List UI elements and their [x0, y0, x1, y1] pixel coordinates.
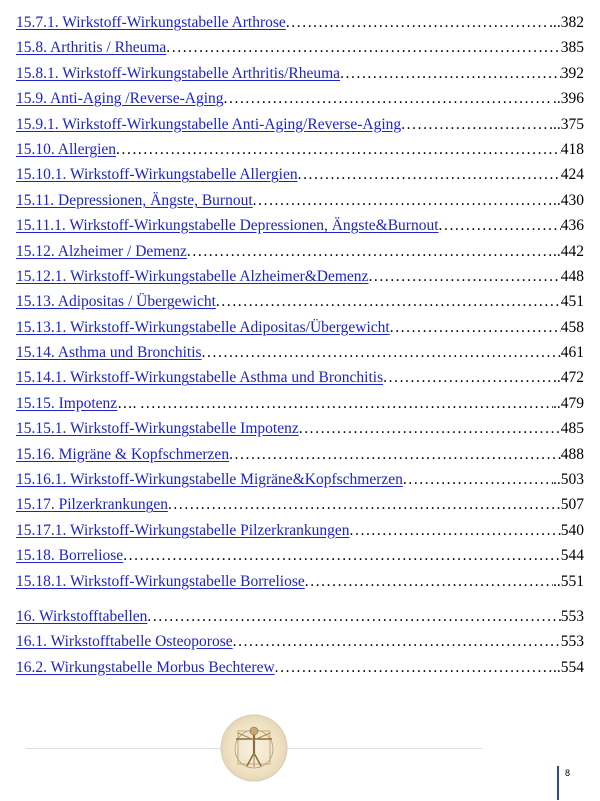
- toc-entry-link[interactable]: 16.2. Wirkungstabelle Morbus Bechterew: [16, 658, 275, 676]
- toc-entry: [16, 395, 584, 420]
- toc-entry: [16, 547, 584, 572]
- toc-page-number: 436: [560, 217, 584, 235]
- toc-entry-link[interactable]: 15.16. Migräne & Kopfschmerzen: [16, 445, 230, 463]
- toc-entry: [16, 90, 584, 115]
- toc-entry: [16, 65, 584, 90]
- toc-group: [16, 608, 584, 684]
- toc-entry-link[interactable]: 15.15.1. Wirkstoff-Wirkungstabelle Impotenz: [16, 420, 299, 438]
- toc-entry: [16, 243, 584, 268]
- toc-entry: [16, 659, 584, 684]
- toc-entry-link[interactable]: 15.11. Depressionen, Ängste, Burnout: [16, 191, 253, 209]
- toc-entry: [16, 268, 584, 293]
- toc-dot-leader: [340, 65, 561, 83]
- toc-entry: [16, 608, 584, 633]
- toc-dot-leader: [383, 369, 553, 387]
- toc-dot-leader: [166, 39, 560, 57]
- toc-dot-leader: [224, 90, 553, 108]
- toc-entry: [16, 293, 584, 318]
- toc-entry-link[interactable]: 15.17. Pilzerkrankungen: [16, 496, 168, 514]
- toc-entry-link[interactable]: 15.15. Impotenz: [16, 394, 118, 412]
- toc-entry: [16, 446, 584, 471]
- toc-dot-leader: [187, 243, 553, 261]
- toc-entry: [16, 633, 584, 658]
- toc-entry-link[interactable]: 15.9. Anti-Aging /Reverse-Aging: [16, 90, 224, 108]
- toc-entry-link[interactable]: 15.10.1. Wirkstoff-Wirkungstabelle Allergien: [16, 166, 298, 184]
- toc-dot-leader: [275, 659, 553, 677]
- toc-dot-leader: [390, 319, 561, 337]
- toc-page-number: ..442: [553, 242, 584, 260]
- toc-dot-leader: [253, 192, 553, 210]
- toc-entry: [16, 39, 584, 64]
- toc-entry-link[interactable]: 15.7.1. Wirkstoff-Wirkungstabelle Arthrose: [16, 14, 286, 31]
- toc-dot-leader: [350, 522, 561, 540]
- toc-dot-leader: [298, 166, 561, 184]
- toc-entry: [16, 166, 584, 191]
- toc-page-number: ...375: [549, 115, 584, 133]
- toc-dot-leader: [286, 14, 549, 32]
- toc-page-number: 451: [560, 293, 584, 311]
- toc-page-number: 385: [560, 39, 584, 57]
- toc-dot-leader: [147, 608, 560, 626]
- page-number: 8: [565, 768, 571, 778]
- toc-entry: [16, 319, 584, 344]
- toc-entry-link[interactable]: 15.9.1. Wirkstoff-Wirkungstabelle Anti-Aging/Reverse-Aging: [16, 115, 402, 133]
- toc-page-number: ...382: [549, 14, 584, 31]
- toc-page-number: 418: [560, 140, 584, 158]
- toc-entry-link[interactable]: 15.8. Arthritis / Rheuma: [16, 39, 167, 57]
- toc-entry: [16, 471, 584, 496]
- toc-dot-leader: [216, 293, 561, 311]
- toc-page-number: ..503: [553, 471, 584, 489]
- page-number-bar: [557, 766, 559, 800]
- toc-entry-link[interactable]: 15.8.1. Wirkstoff-Wirkungstabelle Arthritis/Rheuma: [16, 64, 341, 82]
- toc-page-number: ..554: [553, 658, 584, 676]
- toc-entry-link[interactable]: 16.1. Wirkstofftabelle Osteoporose: [16, 633, 233, 651]
- toc-entry-link[interactable]: 15.16.1. Wirkstoff-Wirkungstabelle Migräne&Kopfschmerzen: [16, 471, 403, 489]
- toc-entry-link[interactable]: 15.14. Asthma und Bronchitis: [16, 344, 202, 362]
- toc-entry-link[interactable]: 16. Wirkstofftabellen: [16, 607, 148, 625]
- toc-entry-link[interactable]: 15.18. Borreliose: [16, 547, 124, 565]
- toc-entry: [16, 573, 584, 598]
- toc-entry: [16, 14, 584, 39]
- vitruvian-man-icon: [219, 713, 289, 783]
- toc-page-number: 544: [560, 547, 584, 565]
- toc-entry: [16, 192, 584, 217]
- toc-page-number: 540: [560, 521, 584, 539]
- toc-page-number: ..472: [553, 369, 584, 387]
- toc-entry-link[interactable]: 15.14.1. Wirkstoff-Wirkungstabelle Asthma und Bronchitis: [16, 369, 384, 387]
- toc-entry-link[interactable]: 15.17.1. Wirkstoff-Wirkungstabelle Pilzerkrankungen: [16, 521, 350, 539]
- toc-page-number: 553: [560, 633, 584, 651]
- toc-dot-leader: [116, 141, 561, 159]
- toc-dot-leader: [439, 217, 561, 235]
- toc-page-number: 458: [560, 318, 584, 336]
- toc-page-number: ..396: [553, 90, 584, 108]
- toc-dot-leader: [140, 395, 553, 413]
- toc-page-number: ..479: [553, 394, 584, 412]
- toc-entry: [16, 369, 584, 394]
- toc-dot-leader: [403, 471, 553, 489]
- toc-entry-link[interactable]: 15.13. Adipositas / Übergewicht: [16, 293, 216, 311]
- toc-page-number: 553: [560, 607, 584, 625]
- toc-page-number: 488: [560, 445, 584, 463]
- toc-page-number: 448: [560, 267, 584, 285]
- toc-entry: [16, 522, 584, 547]
- toc-entry-link[interactable]: 15.11.1. Wirkstoff-Wirkungstabelle Depressionen, Ängste&Burnout: [16, 217, 439, 235]
- toc-entry: [16, 420, 584, 445]
- toc-page-number: ..430: [553, 191, 584, 209]
- toc-page-number: 507: [560, 496, 584, 514]
- toc-entry: [16, 344, 584, 369]
- toc-dot-leader: [299, 420, 561, 438]
- toc-entry-link[interactable]: 15.10. Allergien: [16, 140, 117, 158]
- toc-dot-leader: [123, 547, 561, 565]
- toc-dot-leader: [229, 446, 561, 464]
- toc-page-number: 424: [560, 166, 584, 184]
- toc-group: [16, 14, 584, 598]
- toc-dot-leader: [202, 344, 561, 362]
- toc-dot-leader: [401, 116, 549, 134]
- toc-page-number: ..551: [553, 572, 584, 590]
- toc-page-number: 461: [560, 344, 584, 362]
- toc-entry: [16, 116, 584, 141]
- toc-entry: [16, 217, 584, 242]
- toc-dot-leader: [368, 268, 560, 286]
- toc-entry-ellipsis: ….: [117, 394, 141, 412]
- toc-entry-link[interactable]: 15.12.1. Wirkstoff-Wirkungstabelle Alzheimer&Demenz: [16, 267, 369, 285]
- toc-dot-leader: [233, 633, 561, 651]
- toc-dot-leader: [168, 496, 561, 514]
- toc-entry-link[interactable]: 15.13.1. Wirkstoff-Wirkungstabelle Adipositas/Übergewicht: [16, 318, 390, 336]
- toc-entry: [16, 496, 584, 521]
- toc-entry-link[interactable]: 15.18.1. Wirkstoff-Wirkungstabelle Borreliose: [16, 572, 305, 590]
- toc-entry: [16, 141, 584, 166]
- toc-page-number: 485: [560, 420, 584, 438]
- toc-dot-leader: [305, 573, 553, 591]
- toc-entry-link[interactable]: 15.12. Alzheimer / Demenz: [16, 242, 187, 260]
- toc-page-number: 392: [560, 64, 584, 82]
- table-of-contents: [16, 14, 584, 684]
